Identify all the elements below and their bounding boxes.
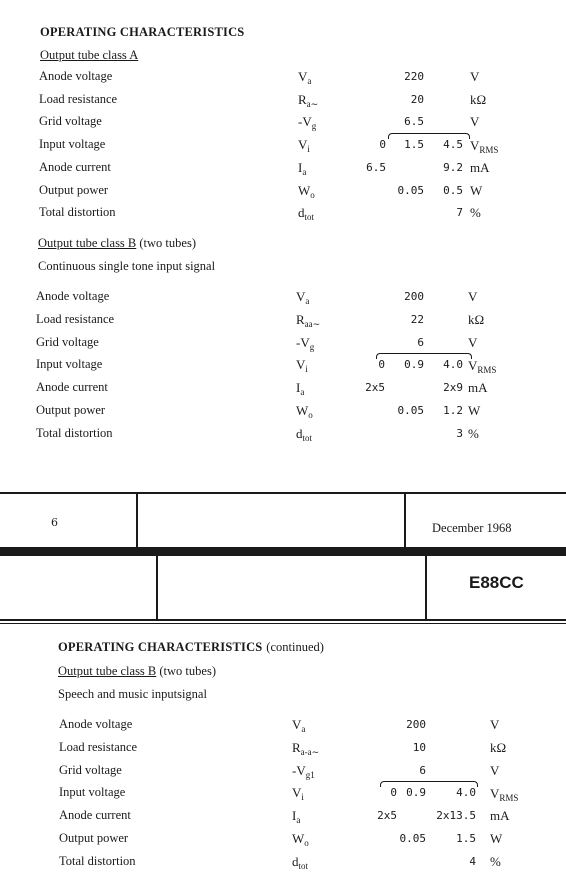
param-label: Input voltage [39,137,106,152]
header-bottom-rule-thin [0,623,566,624]
param-label: Anode voltage [39,69,113,83]
symbol-main: V [292,785,302,801]
symbol-subscript: a [307,76,312,86]
param-value: 0 [379,138,386,152]
param-value: 220 [404,70,424,83]
param-label: Total distortion [59,853,136,868]
param-label: Anode current [36,380,108,395]
param-label: Input voltage [59,785,126,800]
param-unit [470,206,481,219]
param-unit [470,93,486,106]
param-value: 0 [390,786,397,800]
param-label: Input voltage [36,357,103,372]
param-value: 6 [419,763,426,777]
param-symbol [296,313,320,329]
param-symbol [298,184,315,200]
param-value: 0.5 [443,183,463,197]
param-label: Anode current [39,159,111,174]
range-brace [388,133,470,139]
symbol-subscript: i [307,144,310,155]
param-symbol [296,381,304,397]
param-symbol [292,741,319,757]
param-unit [490,809,510,822]
unit-main: W [468,403,481,418]
symbol-subscript: a [300,387,305,398]
param-unit [470,139,498,155]
param-label: Total distortion [36,425,113,440]
param-value: 0.05 [399,832,426,845]
param-value: 0.9 [406,786,426,800]
unit-main: % [490,853,501,869]
param-unit [468,404,480,417]
symbol-main: -V [298,114,312,130]
param-symbol [298,161,306,177]
unit-main: W [470,182,483,198]
param-unit [468,427,479,440]
unit-main: V [490,762,500,778]
param-unit [468,336,477,349]
param-label: Load resistance [36,311,115,326]
param-label: Anode voltage [59,717,133,731]
param-symbol [296,290,309,306]
param-value: 200 [406,718,426,731]
param-value: 2x9 [443,381,463,395]
param-symbol [296,358,308,374]
param-value: 1.5 [404,138,424,152]
param-value: 20 [410,92,424,106]
unit-main: V [470,69,480,84]
param-symbol [298,206,314,222]
param-label: Grid voltage [59,762,122,777]
symbol-subscript: tot [304,212,315,223]
symbol-main: V [292,717,302,732]
param-unit [490,832,502,845]
param-value: 4 [469,854,476,868]
param-unit [490,855,501,868]
page-number: 6 [51,516,58,529]
param-symbol [298,138,310,154]
unit-main: mA [468,380,488,396]
subtitle-main: Output tube class B [38,236,137,250]
param-symbol [298,115,316,131]
param-symbol [298,93,318,109]
param-value: 2x5 [365,381,385,395]
symbol-subscript: a [296,815,301,826]
param-symbol [292,764,315,780]
footer-frame [136,492,406,547]
param-unit [468,290,477,303]
section-title: OPERATING CHARACTERISTICS [40,25,245,39]
param-value: 0 [378,358,385,372]
param-unit [490,787,518,803]
signal-note: Speech and music inputsignal [58,687,207,701]
param-value: 2x13.5 [436,809,476,823]
param-value: 0.05 [397,404,424,417]
param-unit [470,70,479,83]
symbol-subscript: i [305,364,308,375]
param-label: Grid voltage [39,114,102,129]
symbol-main: R [296,311,305,327]
symbol-subscript: g1 [305,769,315,780]
param-value: 6.5 [404,115,424,129]
symbol-subscript: o [308,410,313,420]
page-break-band [0,547,566,556]
param-label: Load resistance [39,91,118,106]
unit-main: mA [470,159,490,175]
range-brace [380,781,478,787]
section-subtitle [58,665,216,678]
unit-subscript: RMS [499,793,519,804]
signal-note: Continuous single tone input signal [38,259,216,273]
param-value: 6.5 [366,160,386,174]
symbol-main: d [296,425,303,441]
param-value: 4.5 [443,138,463,152]
param-symbol [292,809,300,825]
param-value: 0.9 [404,358,424,372]
param-unit [490,741,506,754]
symbol-main: -V [296,334,310,350]
unit-main: mA [490,808,510,824]
symbol-subscript: o [304,838,309,848]
symbol-main: V [298,69,308,84]
symbol-main: R [298,91,307,107]
param-unit [470,184,482,197]
param-unit [468,381,488,394]
param-label: Output power [59,831,129,845]
unit-main: % [470,205,481,221]
param-value: 4.0 [456,786,476,800]
symbol-subscript: i [301,792,304,803]
symbol-main: V [298,137,308,153]
param-symbol [296,427,312,443]
param-label: Total distortion [39,205,116,220]
param-symbol [292,855,308,871]
unit-main: % [468,425,479,441]
param-label: Load resistance [59,739,138,754]
footer-date: December 1968 [432,521,512,535]
symbol-main: I [292,808,297,824]
unit-main: V [490,786,500,802]
param-unit [468,313,484,326]
unit-main: kΩ [470,91,487,107]
param-value: 6 [417,335,424,349]
param-unit [468,359,496,375]
symbol-main: R [292,739,301,755]
symbol-main: W [298,182,311,198]
param-value: 200 [404,290,424,303]
section-title [58,641,324,654]
symbol-subscript: a [302,166,307,177]
param-value: 4.0 [443,358,463,372]
section-subtitle [38,237,196,250]
symbol-subscript: tot [302,432,313,443]
symbol-main: -V [292,762,306,778]
param-value: 3 [456,426,463,440]
param-symbol [292,832,309,848]
param-value: 0.05 [397,183,424,197]
title-main: OPERATING CHARACTERISTICS [58,640,263,654]
param-label: Anode current [59,808,131,823]
symbol-main: I [298,159,303,175]
unit-subscript: RMS [477,365,497,376]
param-symbol [292,718,305,734]
param-label: Output power [36,403,106,417]
symbol-subscript: a [301,724,306,734]
param-unit [470,161,490,174]
param-unit [490,718,499,731]
symbol-subscript: tot [298,860,309,871]
symbol-main: V [296,289,306,304]
symbol-main: W [296,403,309,418]
param-label: Grid voltage [36,334,99,349]
unit-main: V [470,114,480,130]
param-symbol [296,404,313,420]
unit-main: W [490,831,503,846]
param-unit [470,115,479,128]
param-value: 9.2 [443,160,463,174]
symbol-subscript: aa∼ [304,318,321,329]
param-value: 1.2 [443,404,463,417]
symbol-subscript: a∼ [306,98,319,109]
symbol-main: W [292,831,305,846]
symbol-main: I [296,380,301,396]
param-unit [490,764,499,777]
param-symbol [296,336,314,352]
header-frame [156,556,427,621]
param-value: 22 [410,312,424,326]
param-value: 10 [412,740,426,754]
param-symbol [298,70,311,86]
section-subtitle: Output tube class A [40,48,139,62]
symbol-main: d [292,853,299,869]
tube-type-brand: E88CC [469,573,524,592]
param-value: 2x5 [377,809,397,823]
subtitle-rest: (two tubes) [139,236,196,250]
unit-subscript: RMS [479,145,499,156]
unit-main: V [468,334,478,350]
symbol-subscript: a [305,296,310,306]
range-brace [376,353,472,359]
symbol-main: V [296,357,306,373]
subtitle-main: Output tube class B [58,664,157,678]
param-symbol [292,786,304,802]
symbol-subscript: a-a∼ [300,746,320,757]
symbol-subscript: g [311,121,317,132]
unit-main: kΩ [468,311,485,327]
unit-main: V [490,717,500,732]
unit-main: V [468,358,478,374]
unit-main: kΩ [490,739,507,755]
subtitle-rest: (two tubes) [159,664,216,678]
unit-main: V [468,289,478,304]
param-label: Output power [39,182,109,197]
unit-main: V [470,138,480,154]
title-rest: (continued) [266,640,324,654]
param-value: 1.5 [456,832,476,845]
param-value: 7 [456,206,463,220]
symbol-subscript: o [310,189,315,200]
symbol-subscript: g [309,341,315,352]
param-label: Anode voltage [36,289,110,303]
header-bottom-rule [0,619,566,621]
symbol-main: d [298,205,305,221]
